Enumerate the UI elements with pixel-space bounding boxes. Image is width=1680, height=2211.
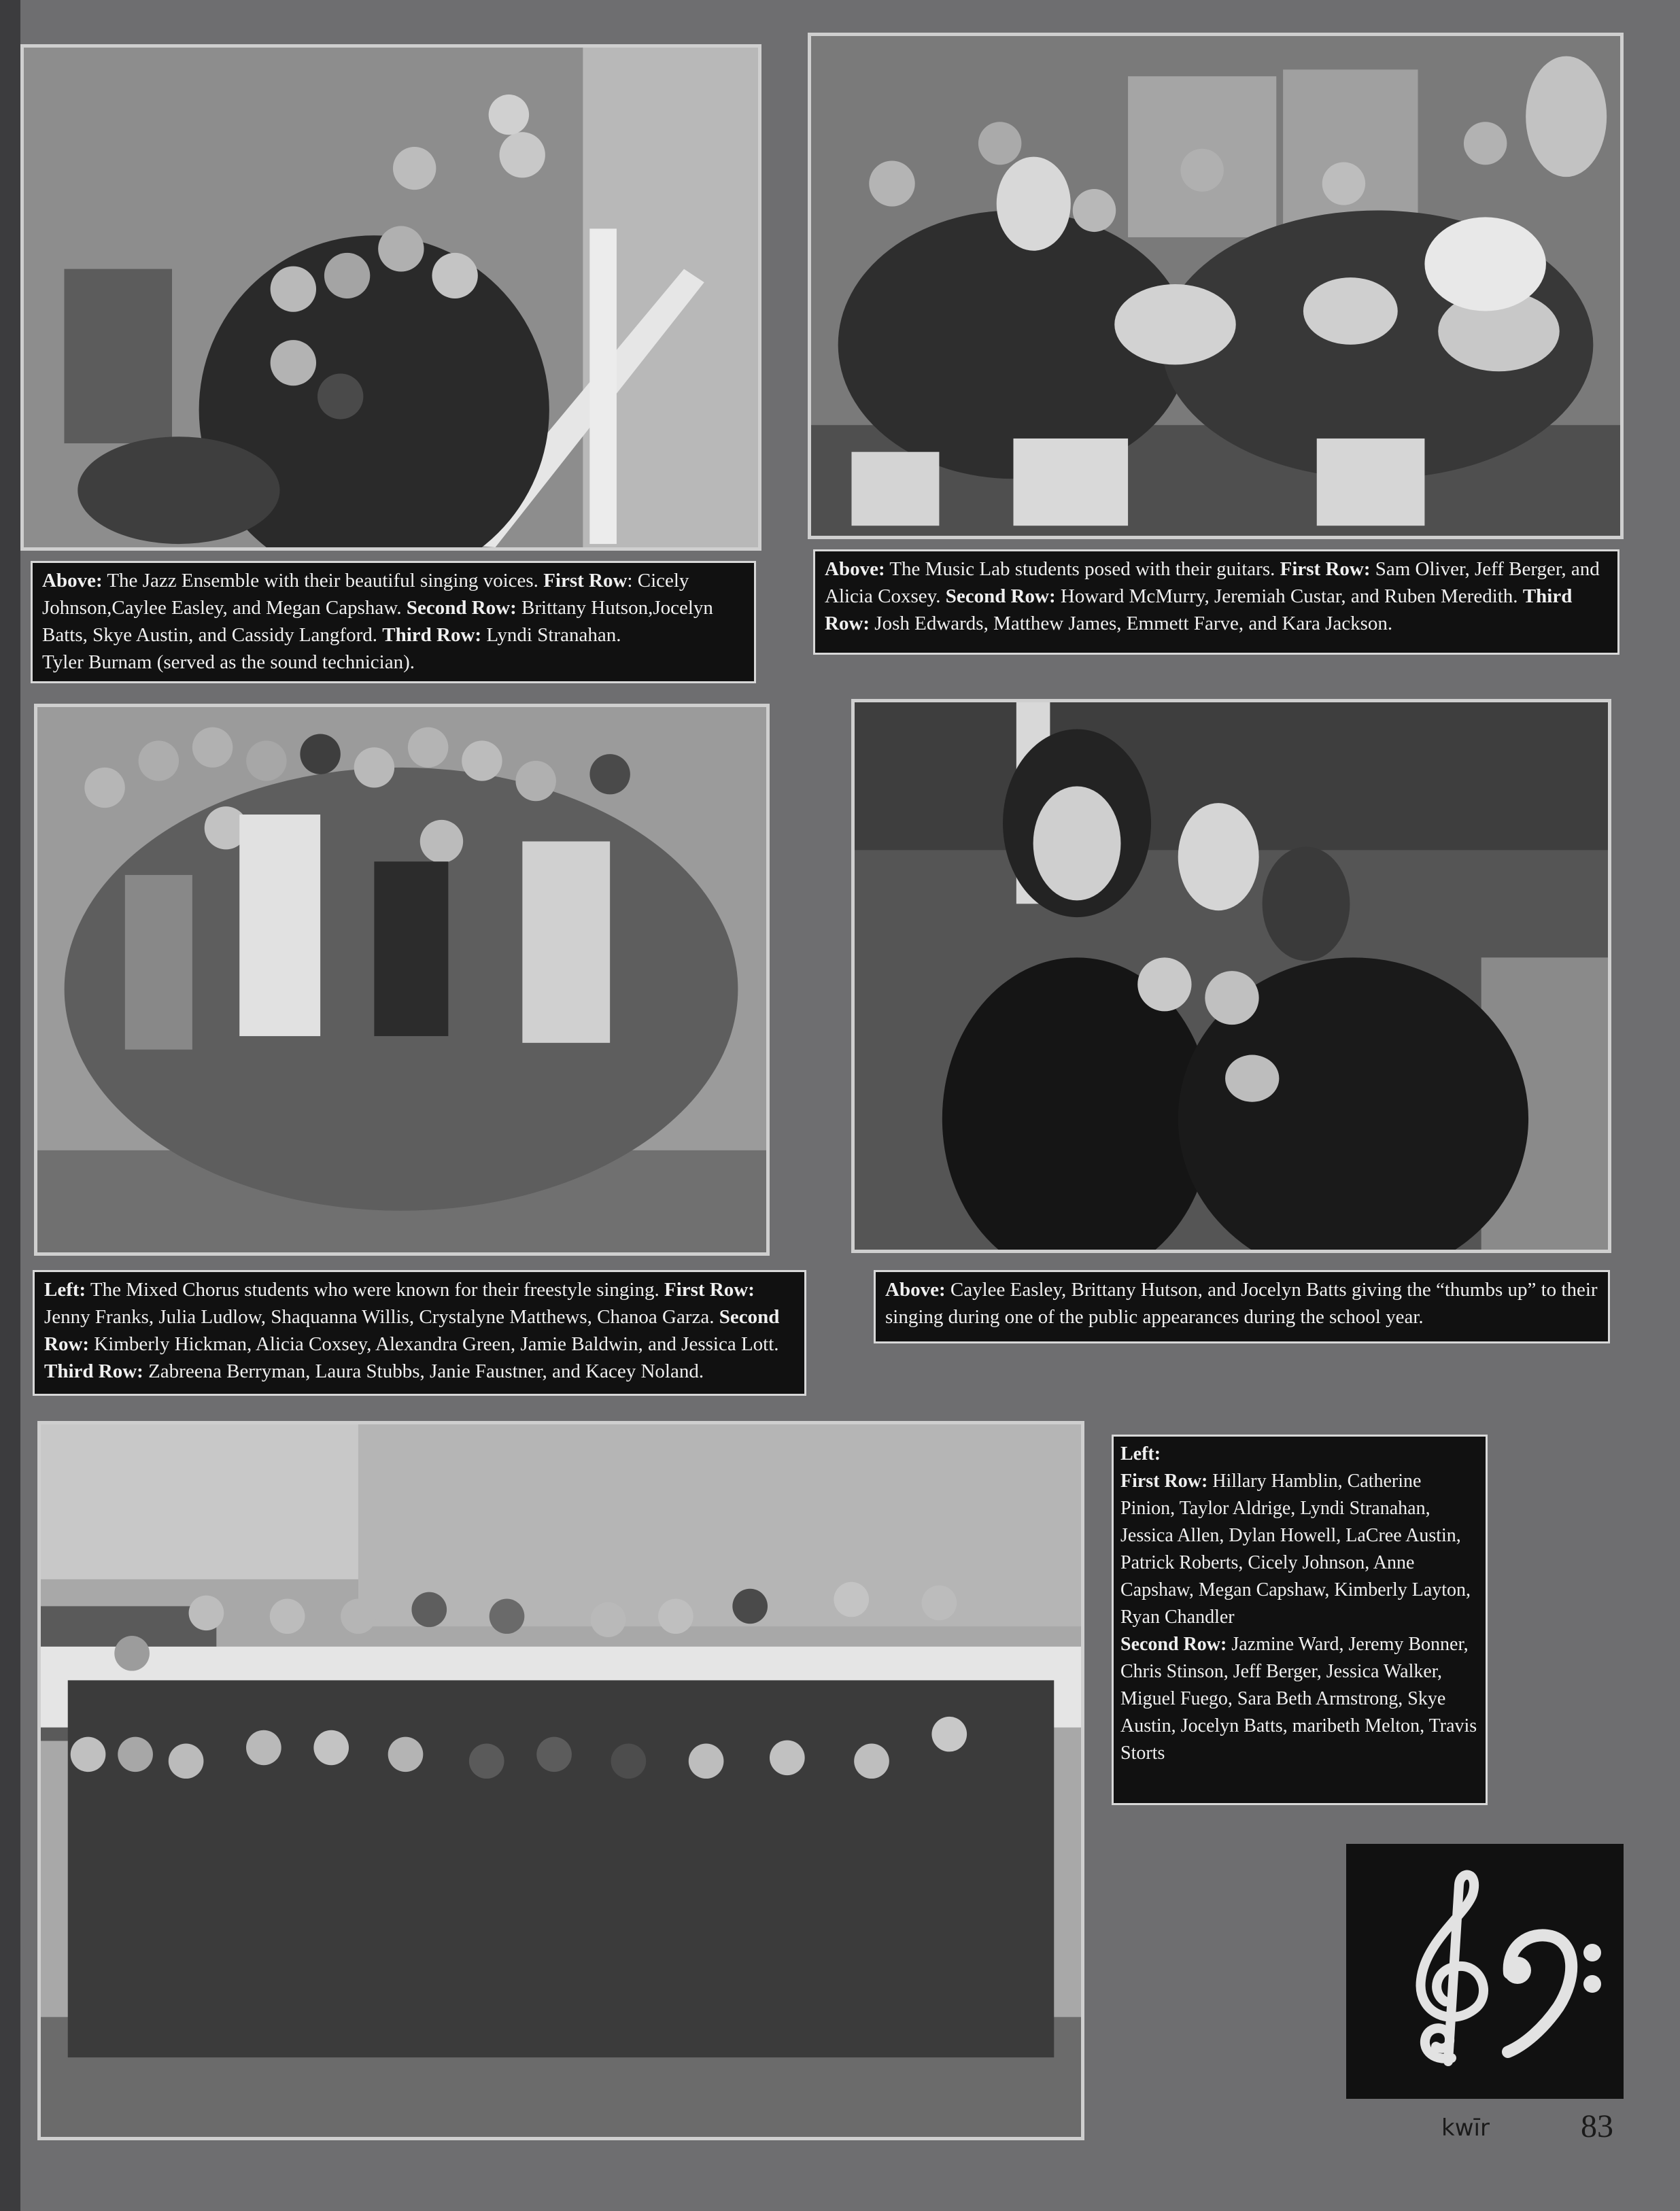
caption-tail: Tyler Burnam (served as the sound technician). [42, 651, 415, 673]
photo-jazz-ensemble [20, 44, 761, 551]
caption-group: Left: First Row: Hillary Hamblin, Catherine Pinion, Taylor Aldrige, Lyndi Stranahan, Jessica Allen, Dylan Howell, LaCree Austin, Patrick Roberts, Cicely Johnson, Anne Capshaw, Megan Capshaw, Kimberly Layton, Ryan Chandler Second Row: Jazmine Ward, Jeremy Bonner, Chris Stinson, Jeff Berger, Jessica Walker, Miguel Fuego, Sara Beth Armstrong, Skye Austin, Jocelyn Batts, maribeth Melton, Travis Storts [1112, 1435, 1488, 1805]
photo-mixed-chorus [34, 704, 770, 1256]
caption-lead: Above: [825, 558, 885, 580]
binding-gutter [0, 0, 20, 2211]
photo-music-lab-guitars [808, 33, 1624, 539]
caption-lead: Above: [42, 570, 103, 592]
page-number: 83 [1581, 2108, 1613, 2144]
photo-trio-thumbs-up [851, 699, 1611, 1253]
caption-mixed-chorus: Left: The Mixed Chorus students who were known for their freestyle singing. First Row: Jenny Franks, Julia Ludlow, Shaquanna Willis, Crystalyne Matthews, Chanoa Garza. Second Row: Kimberly Hickman, Alicia Coxsey, Alexandra Green, Jamie Baldwin, and Jessica Lott. Third Row: Zabreena Berryman, Laura Stubbs, Janie Faustner, and Kacey Noland. [33, 1270, 806, 1396]
publication-brand: kwīr [1441, 2114, 1490, 2142]
caption-jazz-ensemble: Above: The Jazz Ensemble with their beautiful singing voices. First Row: Cicely Johnson,Caylee Easley, and Megan Capshaw. Second Row: Brittany Hutson,Jocelyn Batts, Skye Austin, and Cassidy Langford. Third Row: Lyndi Stranahan. Tyler Burnam (served as the sound technician). [31, 561, 756, 683]
photo-large-group [37, 1421, 1084, 2140]
caption-lead: Above: [885, 1279, 946, 1301]
caption-lead: Left: [44, 1279, 86, 1301]
caption-trio: Above: Caylee Easley, Brittany Hutson, and Jocelyn Batts giving the “thumbs up” to their singing during one of the public appearances during the school year. [874, 1270, 1610, 1343]
caption-lead: Left: [1120, 1443, 1161, 1464]
music-clefs-icon [1346, 1844, 1624, 2099]
caption-music-lab: Above: The Music Lab students posed with their guitars. First Row: Sam Oliver, Jeff Berger, and Alicia Coxsey. Second Row: Howard McMurry, Jeremiah Custar, and Ruben Meredith. Third Row: Josh Edwards, Matthew James, Emmett Farve, and Kara Jackson. [813, 549, 1619, 655]
